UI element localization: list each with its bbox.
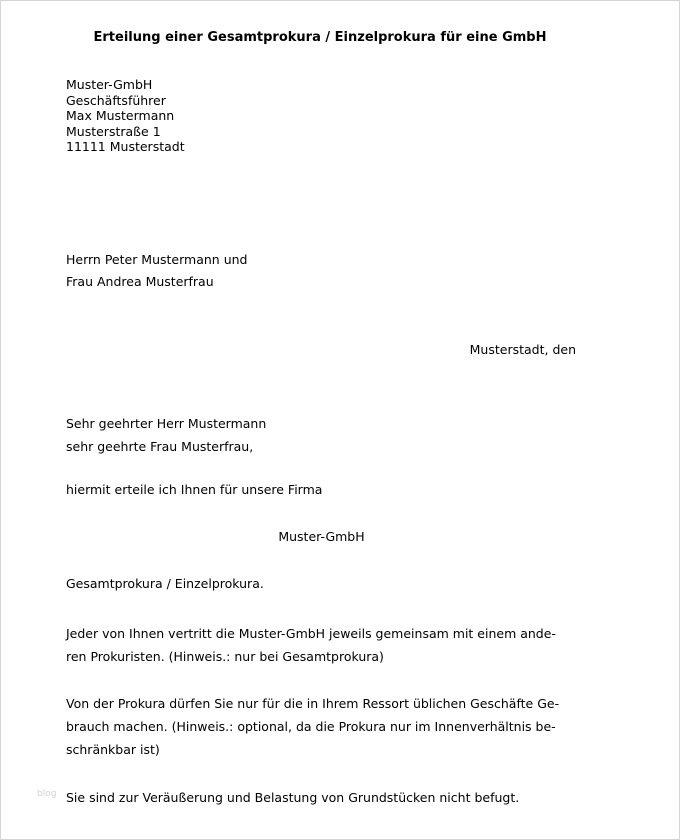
salutation-line: Sehr geehrter Herr Mustermann <box>66 416 267 431</box>
paragraph-scope <box>66 692 576 761</box>
paragraph-line: ren Prokuristen. (Hinweis.: nur bei Gesamtprokura) <box>66 649 384 664</box>
paragraph-line: Sie sind zur Veräußerung und Belastung von Grundstücken nicht befugt. <box>66 790 520 805</box>
sender-line: 11111 Musterstadt <box>66 139 185 154</box>
recipient-line: Frau Andrea Musterfrau <box>66 274 214 289</box>
recipients <box>66 249 247 293</box>
sender-address <box>66 77 185 155</box>
salutation-line: sehr geehrte Frau Musterfrau, <box>66 439 254 454</box>
sender-line: Musterstraße 1 <box>66 123 161 139</box>
paragraph-real-estate <box>66 786 576 809</box>
document-title: Erteilung einer Gesamtprokura / Einzelprokura für eine GmbH <box>93 30 547 45</box>
intro-sentence: hiermit erteile ich Ihnen für unsere Firma <box>66 482 323 497</box>
paragraph-line: brauch machen. (Hinweis.: optional, da die Prokura nur im Innenverhältnis be- <box>66 719 556 734</box>
sender-line: Geschäftsführer <box>66 92 166 108</box>
paragraph-line: schränkbar ist) <box>66 742 160 757</box>
paragraph-line: Von der Prokura dürfen Sie nur für die in Ihrem Ressort üblichen Geschäfte Ge- <box>66 696 560 711</box>
place-date: Musterstadt, den <box>469 342 576 357</box>
paragraph-line: Jeder von Ihnen vertritt die Muster-GmbH jeweils gemeinsam mit einem ande- <box>66 626 556 641</box>
sender-line: Muster-GmbH <box>66 77 153 92</box>
paragraph-representation <box>66 622 576 668</box>
watermark: blog <box>37 789 57 799</box>
company-name: Muster-GmbH <box>278 529 365 544</box>
prokura-type: Gesamtprokura / Einzelprokura. <box>66 576 264 591</box>
sender-line: Max Mustermann <box>66 108 175 123</box>
salutation <box>66 412 266 458</box>
recipient-line: Herrn Peter Mustermann und <box>66 252 248 267</box>
